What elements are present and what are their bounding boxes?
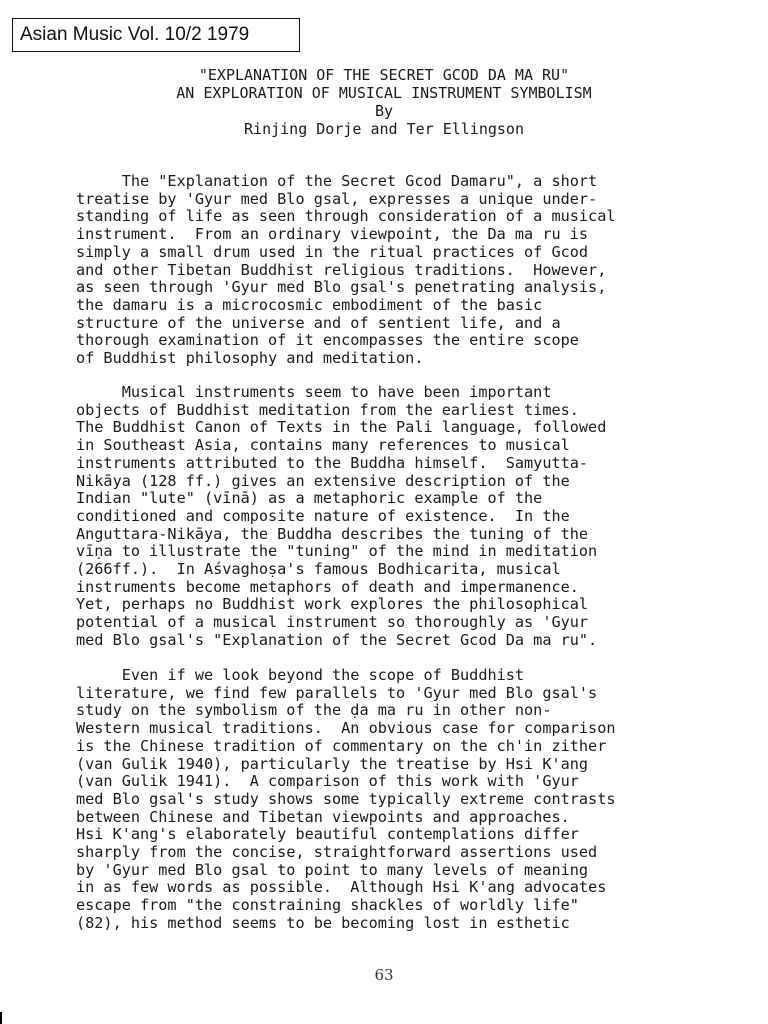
text-line: (van Gulik 1941). A comparison of this work with 'Gyur	[76, 772, 579, 791]
article-title-block	[0, 66, 768, 138]
paragraph-1	[76, 173, 716, 368]
text-line: standing of life as seen through consideration of a musical	[76, 207, 616, 226]
text-line: thorough examination of it encompasses the entire scope	[76, 331, 579, 350]
text-line: escape from "the constraining shackles of worldly life"	[76, 896, 579, 915]
authors-line: Rinjing Dorje and Ter Ellingson	[244, 120, 524, 138]
text-line: literature, we find few parallels to 'Gyur med Blo gsal's	[76, 683, 598, 702]
text-line: potential of a musical instrument so thoroughly as 'Gyur	[76, 613, 589, 632]
page-number: 63	[374, 966, 394, 984]
text-line: as seen through 'Gyur med Blo gsal's penetrating analysis,	[76, 278, 607, 297]
text-line: structure of the universe and of sentient life, and a	[76, 313, 561, 332]
text-line: Indian "lute" (vīnā) as a metaphoric example of the	[76, 489, 543, 508]
text-line: by 'Gyur med Blo gsal to point to many levels of meaning	[76, 860, 589, 879]
text-line: med Blo gsal's "Explanation of the Secret Gcod Da ma ru".	[76, 630, 598, 649]
text-line: Western musical traditions. An obvious case for comparison	[76, 719, 616, 738]
text-line: study on the symbolism of the ḍa ma ru in other non-	[76, 701, 552, 720]
byline-by: By	[374, 102, 394, 120]
text-line: The "Explanation of the Secret Gcod Damaru", a short	[76, 172, 598, 190]
text-line: Even if we look beyond the scope of Buddhist	[76, 666, 525, 684]
text-line: in as few words as possible. Although Hsi K'ang advocates	[76, 878, 607, 897]
text-line: instrument. From an ordinary viewpoint, the Da ma ru is	[76, 225, 589, 244]
text-line: vīṇa to illustrate the "tuning" of the mind in meditation	[76, 542, 598, 561]
subtitle-line: AN EXPLORATION OF MUSICAL INSTRUMENT SYMBOLISM	[176, 84, 592, 102]
text-line: instruments attributed to the Buddha himself. Samyutta-	[76, 453, 589, 472]
text-line: and other Tibetan Buddhist religious traditions. However,	[76, 260, 607, 279]
text-line: Musical instruments seem to have been important	[76, 383, 552, 401]
text-line: between Chinese and Tibetan viewpoints and approaches.	[76, 807, 570, 826]
title-line: "EXPLANATION OF THE SECRET GCOD DA MA RU"	[198, 66, 570, 84]
text-line: sharply from the concise, straightforward assertions used	[76, 843, 598, 862]
text-line: in Southeast Asia, contains many references to musical	[76, 436, 570, 455]
text-line: med Blo gsal's study shows some typically extreme contrasts	[76, 789, 616, 808]
text-line: treatise by 'Gyur med Blo gsal, expresses a unique under-	[76, 189, 598, 208]
text-line: Nikāya (128 ff.) gives an extensive description of the	[76, 471, 570, 490]
text-line: objects of Buddhist meditation from the earliest times.	[76, 400, 579, 419]
text-line: simply a small drum used in the ritual practices of Gcod	[76, 242, 589, 261]
text-line: Yet, perhaps no Buddhist work explores the philosophical	[76, 595, 589, 614]
journal-citation: Asian Music Vol. 10/2 1979	[20, 24, 250, 45]
text-line: of Buddhist philosophy and meditation.	[76, 349, 424, 368]
paragraph-2	[76, 384, 716, 650]
text-line: (82), his method seems to be becoming lost in esthetic	[76, 913, 570, 932]
text-line: (266ff.). In Aśvaghoṣa's famous Bodhicarita, musical	[76, 560, 561, 579]
text-line: the damaru is a microcosmic embodiment of the basic	[76, 295, 543, 314]
text-line: instruments become metaphors of death and impermanence.	[76, 577, 579, 596]
journal-citation-box	[12, 18, 300, 52]
text-line: is the Chinese tradition of commentary on the ch'in zither	[76, 736, 607, 755]
text-line: Anguttara-Nikāya, the Buddha describes the tuning of the	[76, 524, 589, 543]
text-line: The Buddhist Canon of Texts in the Pali language, followed	[76, 418, 607, 437]
paragraph-3	[76, 667, 716, 933]
text-line: conditioned and composite nature of existence. In the	[76, 506, 570, 525]
scan-edge-mark	[0, 1012, 2, 1024]
text-line: Hsi K'ang's elaborately beautiful contemplations differ	[76, 825, 579, 844]
text-line: (van Gulik 1940), particularly the treatise by Hsi K'ang	[76, 754, 589, 773]
